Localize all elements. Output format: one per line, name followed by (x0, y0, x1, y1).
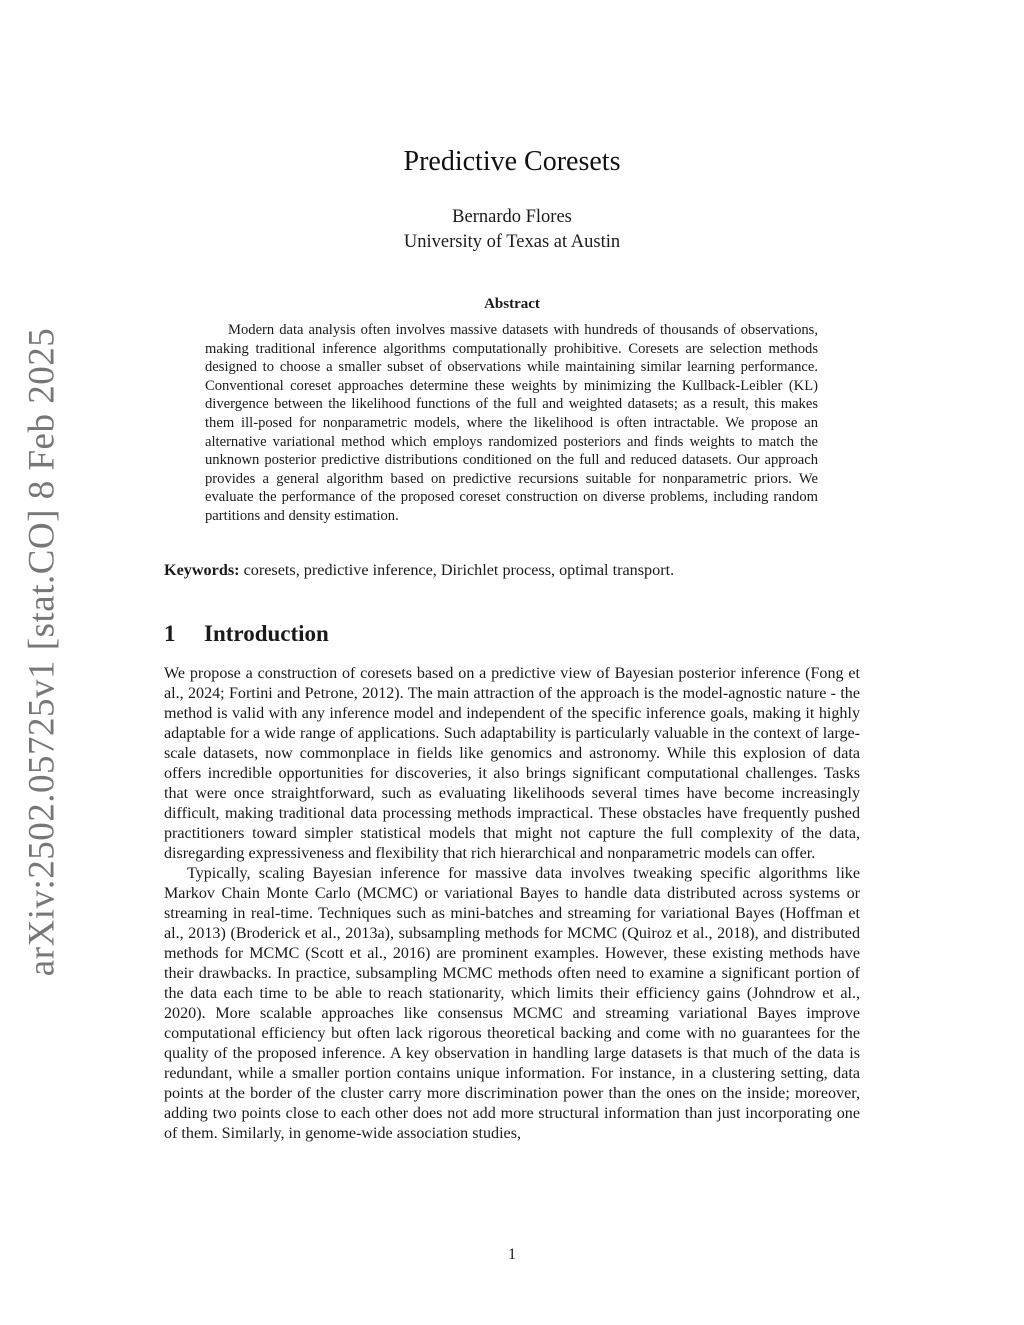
author-name: Bernardo Flores (452, 207, 572, 227)
paper-title: Predictive Coresets (403, 146, 621, 177)
section-heading (164, 621, 329, 647)
keywords-label: Keywords: (164, 561, 240, 579)
section-title: Introduction (204, 621, 329, 646)
body-paragraph: We propose a construction of coresets based on a predictive view of Bayesian posterior inference (Fong et al., 2024; Fortini and Petrone, 2012). The main attraction of the approach is the model-agnostic nature - the method is valid with any inference model and independent of the specific inference goals, making it highly adaptable for a wide range of applications. Such adaptability is particularly valuable in the context of large-scale datasets, now commonplace in fields like genomics and astronomy. While this explosion of data offers incredible opportunities for discoveries, it also brings significant computational challenges. Tasks that were once straightforward, such as evaluating likelihoods several times have become increasingly difficult, making traditional data processing methods impractical. These obstacles have frequently pushed practitioners toward simpler statistical models that might not capture the full complexity of the data, disregarding expressiveness and flexibility that rich hierarchical and nonparametric models can offer. (164, 665, 860, 862)
section-number: 1 (164, 621, 176, 646)
abstract-text: Modern data analysis often involves massive datasets with hundreds of thousands of observations, making traditional inference algorithms computationally prohibitive. Coresets are selection methods designed to choose a smaller subset of observations while maintaining similar learning performance. Conventional coreset approaches determine these weights by minimizing the Kullback-Leibler (KL) divergence between the likelihood functions of the full and weighted datasets; as a result, this makes them ill-posed for nonparametric models, where the likelihood is often intractable. We propose an alternative variational method which employs randomized posteriors and finds weights to match the unknown posterior predictive distributions conditioned on the full and reduced datasets. Our approach provides a general algorithm based on predictive recursions suitable for nonparametric priors. We evaluate the performance of the proposed coreset construction on diverse problems, including random partitions and density estimation. (205, 322, 818, 524)
author-affiliation: University of Texas at Austin (403, 232, 621, 252)
keywords-line (164, 561, 860, 580)
arxiv-identifier[interactable]: arXiv:2502.05725v1 [stat.CO] 8 Feb 2025 (21, 327, 63, 977)
author-block (0, 205, 1024, 255)
section-body (164, 664, 860, 1144)
body-paragraph: Typically, scaling Bayesian inference for massive data involves tweaking specific algorithms like Markov Chain Monte Carlo (MCMC) or variational Bayes to handle data distributed across systems or streaming in real-time. Techniques such as mini-batches and streaming for variational Bayes (Hoffman et al., 2013) (Broderick et al., 2013a), subsampling methods for MCMC (Quiroz et al., 2018), and distributed methods for MCMC (Scott et al., 2016) are prominent examples. However, these existing methods have their drawbacks. In practice, subsampling MCMC methods often need to examine a significant portion of the data each time to be able to reach stationarity, which limits their efficiency gains (Johndrow et al., 2020). More scalable approaches like consensus MCMC and streaming variational Bayes improve computational efficiency but often lack rigorous theoretical backing and come with no guarantees for the quality of the proposed inference. A key observation in handling large datasets is that much of the data is redundant, while a smaller portion contains unique information. For instance, in a clustering setting, data points at the border of the cluster carry more discrimination power than the ones on the inside; moreover, adding two points close to each other does not add more structural information than just incorporating one of them. Similarly, in genome-wide association studies, (164, 865, 860, 1142)
page-number: 1 (508, 1246, 516, 1263)
keywords-text: coresets, predictive inference, Dirichlet process, optimal transport. (243, 561, 675, 579)
abstract-heading: Abstract (484, 296, 540, 312)
